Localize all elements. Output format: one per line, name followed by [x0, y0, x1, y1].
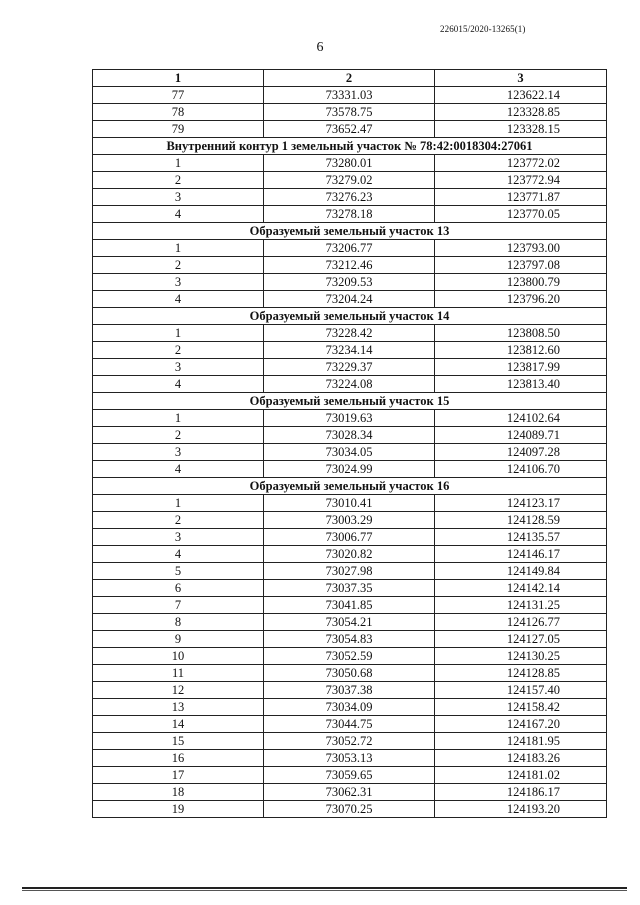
x-coordinate-cell: 73024.99	[264, 461, 435, 478]
table-row	[93, 274, 607, 291]
x-coordinate-cell: 73053.13	[264, 750, 435, 767]
point-number-cell: 10	[93, 648, 264, 665]
y-coordinate-cell: 123622.14	[435, 87, 607, 104]
x-coordinate-cell: 73229.37	[264, 359, 435, 376]
x-coordinate-cell: 73034.09	[264, 699, 435, 716]
table-row	[93, 716, 607, 733]
y-coordinate-cell: 123797.08	[435, 257, 607, 274]
section-title: Внутренний контур 1 земельный участок № 78:42:0018304:27061	[93, 138, 607, 155]
y-coordinate-cell: 124157.40	[435, 682, 607, 699]
table-row	[93, 444, 607, 461]
x-coordinate-cell: 73228.42	[264, 325, 435, 342]
point-number-cell: 9	[93, 631, 264, 648]
y-coordinate-cell: 124158.42	[435, 699, 607, 716]
table-row	[93, 155, 607, 172]
table-row	[93, 580, 607, 597]
coordinates-table-body	[93, 70, 607, 818]
section-title: Образуемый земельный участок 15	[93, 393, 607, 410]
x-coordinate-cell: 73041.85	[264, 597, 435, 614]
point-number-cell: 13	[93, 699, 264, 716]
x-coordinate-cell: 73027.98	[264, 563, 435, 580]
x-coordinate-cell: 73006.77	[264, 529, 435, 546]
table-row	[93, 597, 607, 614]
section-row	[93, 393, 607, 410]
point-number-cell: 14	[93, 716, 264, 733]
section-row	[93, 138, 607, 155]
table-row	[93, 750, 607, 767]
y-coordinate-cell: 123328.85	[435, 104, 607, 121]
y-coordinate-cell: 124181.02	[435, 767, 607, 784]
table-row	[93, 240, 607, 257]
table-row	[93, 461, 607, 478]
x-coordinate-cell: 73278.18	[264, 206, 435, 223]
x-coordinate-cell: 73070.25	[264, 801, 435, 818]
x-coordinate-cell: 73652.47	[264, 121, 435, 138]
page-number: 6	[316, 40, 324, 55]
x-coordinate-cell: 73037.35	[264, 580, 435, 597]
x-coordinate-cell: 73054.21	[264, 614, 435, 631]
table-row	[93, 410, 607, 427]
footer-rule	[22, 887, 627, 889]
x-coordinate-cell: 73062.31	[264, 784, 435, 801]
table-row	[93, 512, 607, 529]
y-coordinate-cell: 124130.25	[435, 648, 607, 665]
y-coordinate-cell: 124106.70	[435, 461, 607, 478]
x-coordinate-cell: 73059.65	[264, 767, 435, 784]
y-coordinate-cell: 123771.87	[435, 189, 607, 206]
x-coordinate-cell: 73578.75	[264, 104, 435, 121]
table-row	[93, 359, 607, 376]
point-number-cell: 4	[93, 376, 264, 393]
table-row	[93, 733, 607, 750]
x-coordinate-cell: 73054.83	[264, 631, 435, 648]
y-coordinate-cell: 124135.57	[435, 529, 607, 546]
x-coordinate-cell: 73279.02	[264, 172, 435, 189]
x-coordinate-cell: 73037.38	[264, 682, 435, 699]
point-number-cell: 6	[93, 580, 264, 597]
table-row	[93, 206, 607, 223]
y-coordinate-cell: 124128.85	[435, 665, 607, 682]
section-row	[93, 223, 607, 240]
y-coordinate-cell: 124128.59	[435, 512, 607, 529]
y-coordinate-cell: 123812.60	[435, 342, 607, 359]
coordinates-table	[92, 69, 607, 818]
table-row	[93, 342, 607, 359]
point-number-cell: 2	[93, 257, 264, 274]
y-coordinate-cell: 123796.20	[435, 291, 607, 308]
x-coordinate-cell: 73052.59	[264, 648, 435, 665]
y-coordinate-cell: 123793.00	[435, 240, 607, 257]
x-coordinate-cell: 73212.46	[264, 257, 435, 274]
point-number-cell: 11	[93, 665, 264, 682]
x-coordinate-cell: 73209.53	[264, 274, 435, 291]
point-number-cell: 4	[93, 291, 264, 308]
table-row	[93, 376, 607, 393]
x-coordinate-cell: 73044.75	[264, 716, 435, 733]
point-number-cell: 3	[93, 444, 264, 461]
y-coordinate-cell: 124167.20	[435, 716, 607, 733]
table-row	[93, 172, 607, 189]
table-row	[93, 325, 607, 342]
table-header-row	[93, 70, 607, 87]
section-title: Образуемый земельный участок 16	[93, 478, 607, 495]
x-coordinate-cell: 73234.14	[264, 342, 435, 359]
y-coordinate-cell: 124131.25	[435, 597, 607, 614]
x-coordinate-cell: 73020.82	[264, 546, 435, 563]
x-coordinate-cell: 73276.23	[264, 189, 435, 206]
section-title: Образуемый земельный участок 14	[93, 308, 607, 325]
y-coordinate-cell: 124097.28	[435, 444, 607, 461]
x-coordinate-cell: 73331.03	[264, 87, 435, 104]
table-row	[93, 104, 607, 121]
x-coordinate-cell: 73224.08	[264, 376, 435, 393]
table-row	[93, 801, 607, 818]
point-number-cell: 3	[93, 189, 264, 206]
table-row	[93, 631, 607, 648]
table-row	[93, 189, 607, 206]
point-number-cell: 1	[93, 240, 264, 257]
table-row	[93, 427, 607, 444]
point-number-cell: 4	[93, 546, 264, 563]
y-coordinate-cell: 124123.17	[435, 495, 607, 512]
header-cell-2: 2	[264, 70, 435, 87]
table-row	[93, 529, 607, 546]
table-row	[93, 784, 607, 801]
table-row	[93, 257, 607, 274]
table-row	[93, 87, 607, 104]
point-number-cell: 17	[93, 767, 264, 784]
table-row	[93, 665, 607, 682]
x-coordinate-cell: 73204.24	[264, 291, 435, 308]
table-row	[93, 291, 607, 308]
y-coordinate-cell: 124089.71	[435, 427, 607, 444]
table-row	[93, 614, 607, 631]
table-row	[93, 563, 607, 580]
x-coordinate-cell: 73052.72	[264, 733, 435, 750]
document-code: 226015/2020-13265(1)	[440, 24, 526, 34]
table-row	[93, 699, 607, 716]
point-number-cell: 12	[93, 682, 264, 699]
y-coordinate-cell: 124193.20	[435, 801, 607, 818]
point-number-cell: 1	[93, 155, 264, 172]
y-coordinate-cell: 124102.64	[435, 410, 607, 427]
point-number-cell: 2	[93, 342, 264, 359]
y-coordinate-cell: 123800.79	[435, 274, 607, 291]
table-row	[93, 546, 607, 563]
x-coordinate-cell: 73010.41	[264, 495, 435, 512]
point-number-cell: 8	[93, 614, 264, 631]
point-number-cell: 4	[93, 206, 264, 223]
x-coordinate-cell: 73019.63	[264, 410, 435, 427]
footer-rule-thin	[22, 890, 627, 891]
section-title: Образуемый земельный участок 13	[93, 223, 607, 240]
x-coordinate-cell: 73280.01	[264, 155, 435, 172]
y-coordinate-cell: 124127.05	[435, 631, 607, 648]
point-number-cell: 1	[93, 410, 264, 427]
point-number-cell: 78	[93, 104, 264, 121]
y-coordinate-cell: 123772.02	[435, 155, 607, 172]
point-number-cell: 1	[93, 325, 264, 342]
x-coordinate-cell: 73050.68	[264, 665, 435, 682]
point-number-cell: 18	[93, 784, 264, 801]
point-number-cell: 77	[93, 87, 264, 104]
point-number-cell: 4	[93, 461, 264, 478]
point-number-cell: 19	[93, 801, 264, 818]
point-number-cell: 5	[93, 563, 264, 580]
y-coordinate-cell: 124146.17	[435, 546, 607, 563]
point-number-cell: 3	[93, 274, 264, 291]
table-row	[93, 682, 607, 699]
x-coordinate-cell: 73028.34	[264, 427, 435, 444]
header-cell-1: 1	[93, 70, 264, 87]
table-row	[93, 121, 607, 138]
point-number-cell: 16	[93, 750, 264, 767]
y-coordinate-cell: 124149.84	[435, 563, 607, 580]
section-row	[93, 478, 607, 495]
y-coordinate-cell: 124142.14	[435, 580, 607, 597]
table-row	[93, 648, 607, 665]
point-number-cell: 2	[93, 427, 264, 444]
y-coordinate-cell: 123817.99	[435, 359, 607, 376]
point-number-cell: 3	[93, 529, 264, 546]
point-number-cell: 1	[93, 495, 264, 512]
y-coordinate-cell: 123770.05	[435, 206, 607, 223]
point-number-cell: 2	[93, 512, 264, 529]
y-coordinate-cell: 124181.95	[435, 733, 607, 750]
point-number-cell: 15	[93, 733, 264, 750]
x-coordinate-cell: 73206.77	[264, 240, 435, 257]
point-number-cell: 2	[93, 172, 264, 189]
y-coordinate-cell: 124126.77	[435, 614, 607, 631]
table-row	[93, 495, 607, 512]
y-coordinate-cell: 124186.17	[435, 784, 607, 801]
point-number-cell: 3	[93, 359, 264, 376]
point-number-cell: 79	[93, 121, 264, 138]
table-row	[93, 767, 607, 784]
y-coordinate-cell: 123328.15	[435, 121, 607, 138]
y-coordinate-cell: 123772.94	[435, 172, 607, 189]
x-coordinate-cell: 73003.29	[264, 512, 435, 529]
y-coordinate-cell: 124183.26	[435, 750, 607, 767]
y-coordinate-cell: 123808.50	[435, 325, 607, 342]
x-coordinate-cell: 73034.05	[264, 444, 435, 461]
section-row	[93, 308, 607, 325]
point-number-cell: 7	[93, 597, 264, 614]
y-coordinate-cell: 123813.40	[435, 376, 607, 393]
header-cell-3: 3	[435, 70, 607, 87]
